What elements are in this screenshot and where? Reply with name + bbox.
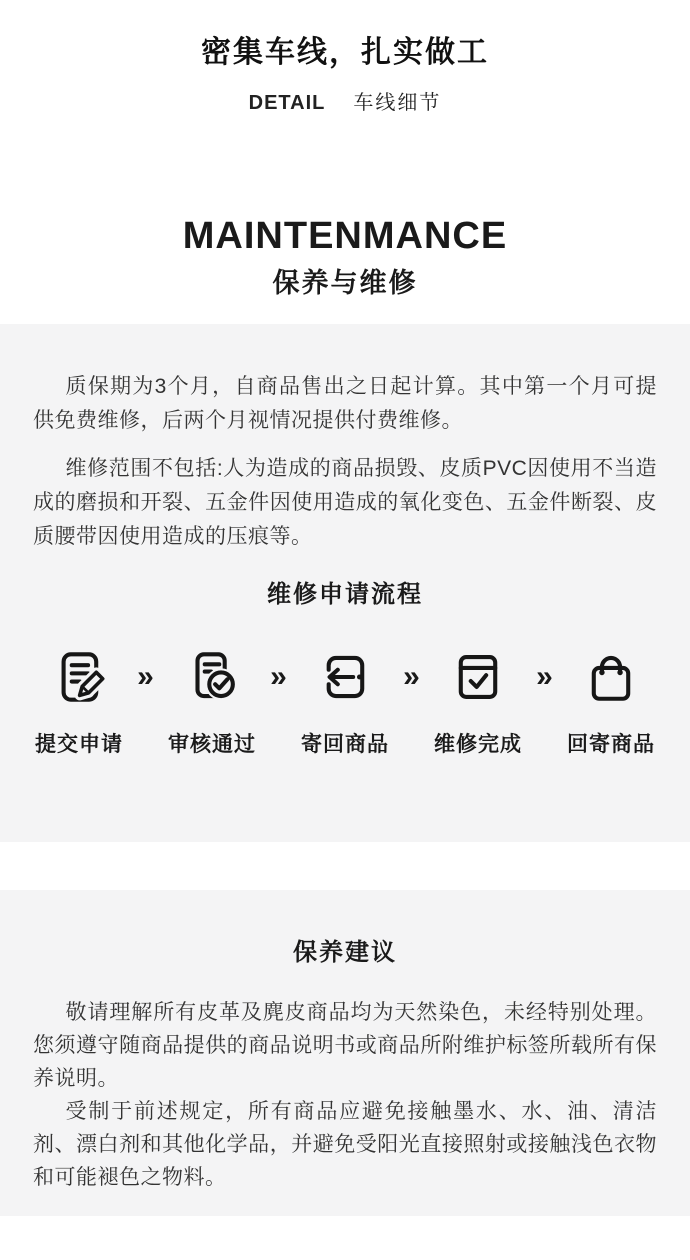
- return-box-icon: [316, 648, 374, 706]
- maintenance-title-en: MAINTENMANCE: [182, 215, 508, 257]
- section-divider: [0, 842, 690, 890]
- process-step: [301, 648, 389, 758]
- warranty-paragraph-2: 维修范围不包括:人为造成的商品损毁、皮质PVC因使用不当造成的磨损和开裂、五金件因使用造成的氧化变色、五金件断裂、皮质腰带因使用造成的压痕等。: [33, 457, 657, 548]
- chevron-right-icon: »: [137, 660, 154, 693]
- warranty-section: [0, 324, 690, 842]
- maintenance-title-cn: 保养与维修: [272, 268, 418, 298]
- document-check-icon: [183, 648, 241, 706]
- detail-subtitle-cn: 车线细节: [353, 92, 442, 114]
- process-step: [434, 648, 522, 758]
- chevron-right-icon: »: [403, 660, 420, 693]
- chevron-right-icon: »: [270, 660, 287, 693]
- care-paragraph-1: 敬请理解所有皮革及麂皮商品均为天然染色，未经特别处理。您须遵守随商品提供的商品说明书或商品所附维护标签所载所有保养说明。: [33, 1001, 657, 1090]
- care-paragraph-2: 受制于前述规定，所有商品应避免接触墨水、水、油、清洁剂、漂白剂和其他化学品，并避免受阳光直接照射或接触浅色衣物和可能褪色之物料。: [33, 1100, 657, 1189]
- bottom-spacer: [0, 1216, 690, 1260]
- repair-process-row: [33, 648, 657, 758]
- process-step: [567, 648, 655, 758]
- detail-header-section: [0, 0, 690, 324]
- warranty-paragraph-1: 质保期为3个月，自商品售出之日起计算。其中第一个月可提供免费维修，后两个月视情况提供付费维修。: [33, 375, 657, 432]
- process-step-label: 提交申请: [35, 733, 123, 756]
- edit-document-icon: [50, 648, 108, 706]
- process-step-label: 回寄商品: [567, 733, 655, 756]
- process-step-label: 寄回商品: [301, 733, 389, 756]
- window-check-icon: [449, 648, 507, 706]
- chevron-right-icon: »: [536, 660, 553, 693]
- process-step: [35, 648, 123, 758]
- process-step: [168, 648, 256, 758]
- process-step-label: 维修完成: [434, 733, 522, 756]
- detail-title: 密集车线，扎实做工: [201, 36, 489, 69]
- process-step-label: 审核通过: [168, 733, 256, 756]
- care-section: [0, 890, 690, 1216]
- detail-subtitle: [0, 86, 690, 115]
- process-title: 维修申请流程: [267, 581, 423, 608]
- care-title: 保养建议: [293, 939, 397, 966]
- detail-subtitle-en: DETAIL: [248, 92, 326, 114]
- shopping-bag-icon: [582, 648, 640, 706]
